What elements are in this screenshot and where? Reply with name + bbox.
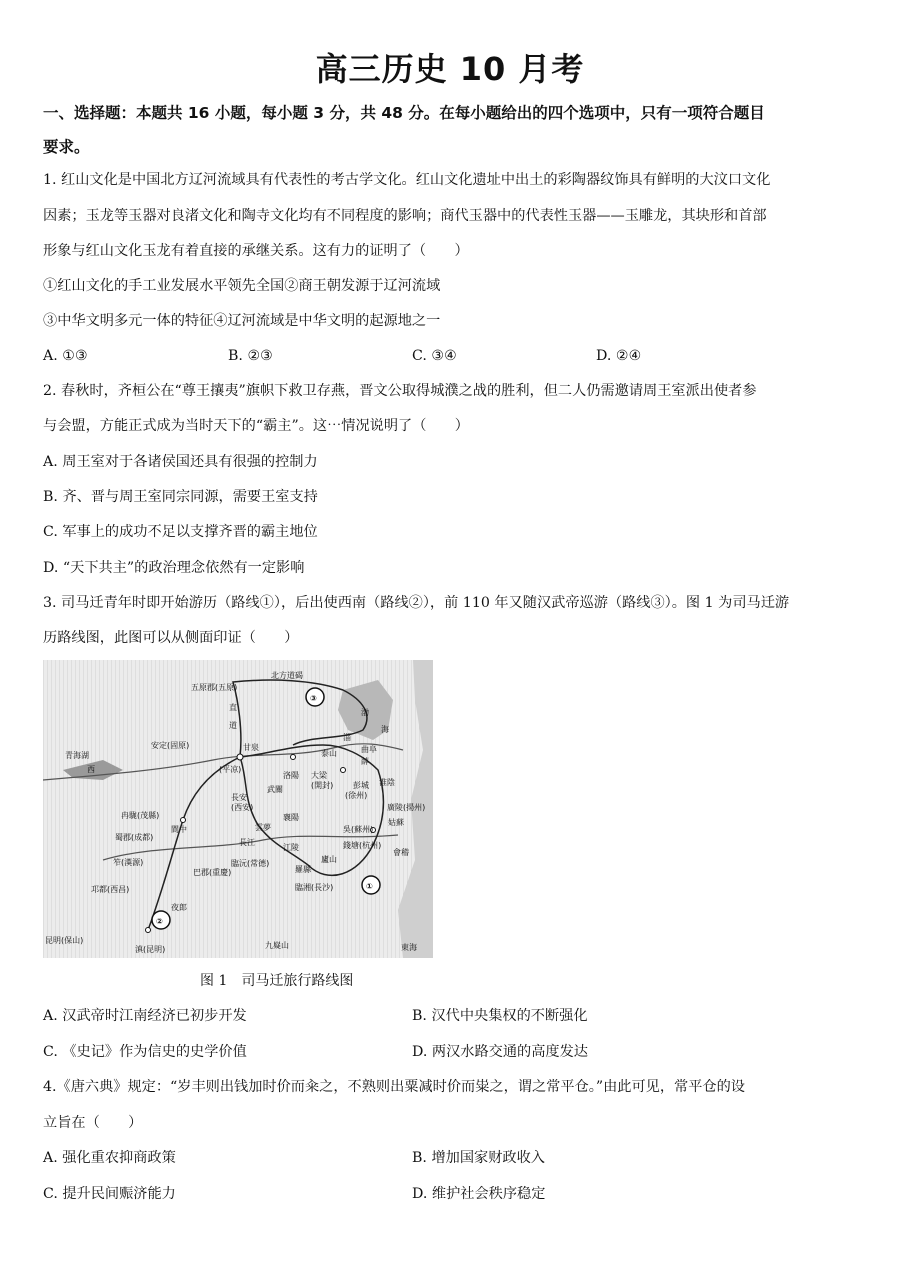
q1-stem-line2: 因素；玉龙等玉器对良渚文化和陶寺文化均有不同程度的影响；商代玉器中的代表性玉器——玉雕龙，其块形和首部 [43,208,767,224]
q2-option-c[interactable]: C. 军事上的成功不足以支撑齐晋的霸主地位 [43,524,318,540]
map-label-jiangling: 江陵 [283,843,299,852]
q1-item-2: ③中华文明多元一体的特征④辽河流域是中华文明的起源地之一 [43,313,441,329]
q2-stem-line1: 2. 春秋时，齐桓公在“尊王攘夷”旗帜下救卫存燕，晋文公取得城濮之战的胜利，但二人仍需邀请周王室派出使者参 [43,383,757,399]
map-label-ganquan: 甘泉 [243,743,259,752]
map-label-gusu: 姑蘇 [388,818,404,827]
map-label-changan-1: 長安 [231,793,247,802]
map-label-yunmeng: 雲夢 [255,823,271,832]
map-label-qinghai: 青海湖 [65,751,89,760]
q1-item-1: ①红山文化的手工业发展水平领先全国②商王朝发源于辽河流域 [43,278,441,294]
map-label-hai: 海 [381,725,389,734]
sima-qian-route-map [43,660,433,958]
pengcheng-point [341,768,346,773]
q3-option-d[interactable]: D. 两汉水路交通的高度发达 [412,1044,588,1060]
map-label-chengdu: 蜀郡(成都) [115,833,154,842]
changan-point [237,754,243,760]
q3-stem-line2: 历路线图，此图可以从侧面印证（ ） [43,630,299,646]
map-label-huaiyin: 淮陰 [379,778,395,787]
luoyang-point [291,755,296,760]
map-label-daliang: 大梁 [311,771,327,780]
chengdu-point [181,818,186,823]
map-label-linzi: 淄 [343,733,351,742]
q2-option-a[interactable]: A. 周王室对于各诸侯国还具有很强的控制力 [43,454,318,470]
q4-option-c[interactable]: C. 提升民间赈济能力 [43,1186,176,1202]
map-label-zuo: 笮(漢源) [113,858,144,867]
map-label-yelang: 夜郎 [171,903,187,912]
map-label-wuyuan: 五原郡(五原) [191,683,238,692]
map-label-changan-2: (西安) [231,803,254,812]
map-label-luoyang: 洛陽 [283,771,299,780]
q1-stem-line1: 1. 红山文化是中国北方辽河流域具有代表性的考古学文化。红山文化遗址中出土的彩陶器纹饰具有鲜明的大汶口文化 [43,172,771,188]
map-label-dao: 道 [229,721,237,730]
q4-option-a[interactable]: A. 强化重农抑商政策 [43,1150,176,1166]
map-label-gulun: (平凉) [219,765,242,774]
map-label-wuguan: 武關 [267,785,283,794]
map-caption: 图 1 司马迁旅行路线图 [200,973,354,989]
map-label-xuzhou: (徐州) [345,791,368,800]
q1-option-c[interactable]: C. ③④ [412,348,457,364]
section-heading-line1: 一、选择题：本题共 16 小题，每小题 3 分，共 48 分。在每小题给出的四个选项中，只有一项符合题目 [43,104,765,122]
map-label-xihai: 西 [87,765,95,774]
q4-option-d[interactable]: D. 维护社会秩序稳定 [412,1186,546,1202]
q4-option-b[interactable]: B. 增加国家财政收入 [412,1150,545,1166]
map-label-kaifeng: (開封) [311,781,334,790]
section-heading-line2: 要求。 [43,138,90,156]
q2-option-b[interactable]: B. 齐、晋与周王室同宗同源，需要王室支持 [43,489,318,505]
map-label-donghai: 東海 [401,943,417,952]
kunming-point [146,928,151,933]
map-label-langzhong: 閬中 [171,825,187,834]
q1-option-d[interactable]: D. ②④ [596,348,642,364]
map-label-kuaiji: 會稽 [393,848,409,857]
q3-option-c[interactable]: C. 《史记》作为信史的史学价值 [43,1044,247,1060]
map-label-dian: 滇(昆明) [135,945,166,954]
map-label-qufu: 曲阜 [361,745,377,754]
map-label-anding: 安定(固原) [151,741,190,750]
q2-stem-line2: 与会盟，方能正式成为当时天下的“霸主”。这⋯情况说明了（ ） [43,418,469,434]
q3-stem-line1: 3. 司马迁青年时即开始游历（路线①），后出使西南（路线②），前 110 年又随汉武帝巡游（路线③）。图 1 为司马迁游 [43,595,790,611]
section-heading [43,96,858,164]
map-label-beifang: 北方道碣 [271,671,303,680]
q4-stem-line2: 立旨在（ ） [43,1115,143,1131]
map-label-xue: 薛 [361,757,369,766]
q3-option-a[interactable]: A. 汉武帝时江南经济已初步开发 [43,1008,247,1024]
map-label-qiongdu: 邛都(西昌) [91,885,130,894]
map-label-ranmang: 冉駹(茂縣) [121,811,160,820]
route-1-label: ① [366,882,373,891]
page-title: 高三历史 10 月考 [315,50,585,88]
q3-option-b[interactable]: B. 汉代中央集权的不断强化 [412,1008,588,1024]
map-label-wujun: 吳(蘇州) [343,825,374,834]
map-label-lushan: 廬山 [321,855,337,864]
q1-stem-line3: 形象与红山文化玉龙有着直接的承继关系。这有力的证明了（ ） [43,243,469,259]
route-map-svg [43,660,433,958]
map-label-taishan: 泰山 [321,749,337,758]
map-label-zhi: 直 [229,703,237,712]
map-label-jiuyi: 九嶷山 [265,941,289,950]
map-label-xiangyang: 襄陽 [283,813,299,822]
map-label-kunming: 昆明(保山) [45,936,84,945]
q1-option-b[interactable]: B. ②③ [228,348,273,364]
map-label-luoxiang: 羅縣 [295,865,311,874]
map-label-linyuan: 臨沅(常德) [231,859,270,868]
map-label-changjiang: 長江 [239,838,255,847]
map-label-bohai: 渤 [361,708,369,717]
route-3-label: ③ [310,694,317,703]
q1-option-a[interactable]: A. ①③ [43,348,88,364]
q4-stem-line1: 4.《唐六典》规定：“岁丰则出钱加时价而籴之，不熟则出粟减时价而粜之，谓之常平仓。”由此可见，常平仓的设 [43,1079,745,1095]
map-label-ba: 巴郡(重慶) [193,868,232,877]
map-label-pengcheng: 彭城 [353,781,369,790]
map-label-qiantang: 錢塘(杭州) [343,841,382,850]
q2-option-d[interactable]: D. “天下共主”的政治理念依然有一定影响 [43,560,305,576]
map-label-guangling: 廣陵(揚州) [387,803,426,812]
map-label-changsha: 臨湘(長沙) [295,883,334,892]
route-2-label: ② [156,917,163,926]
